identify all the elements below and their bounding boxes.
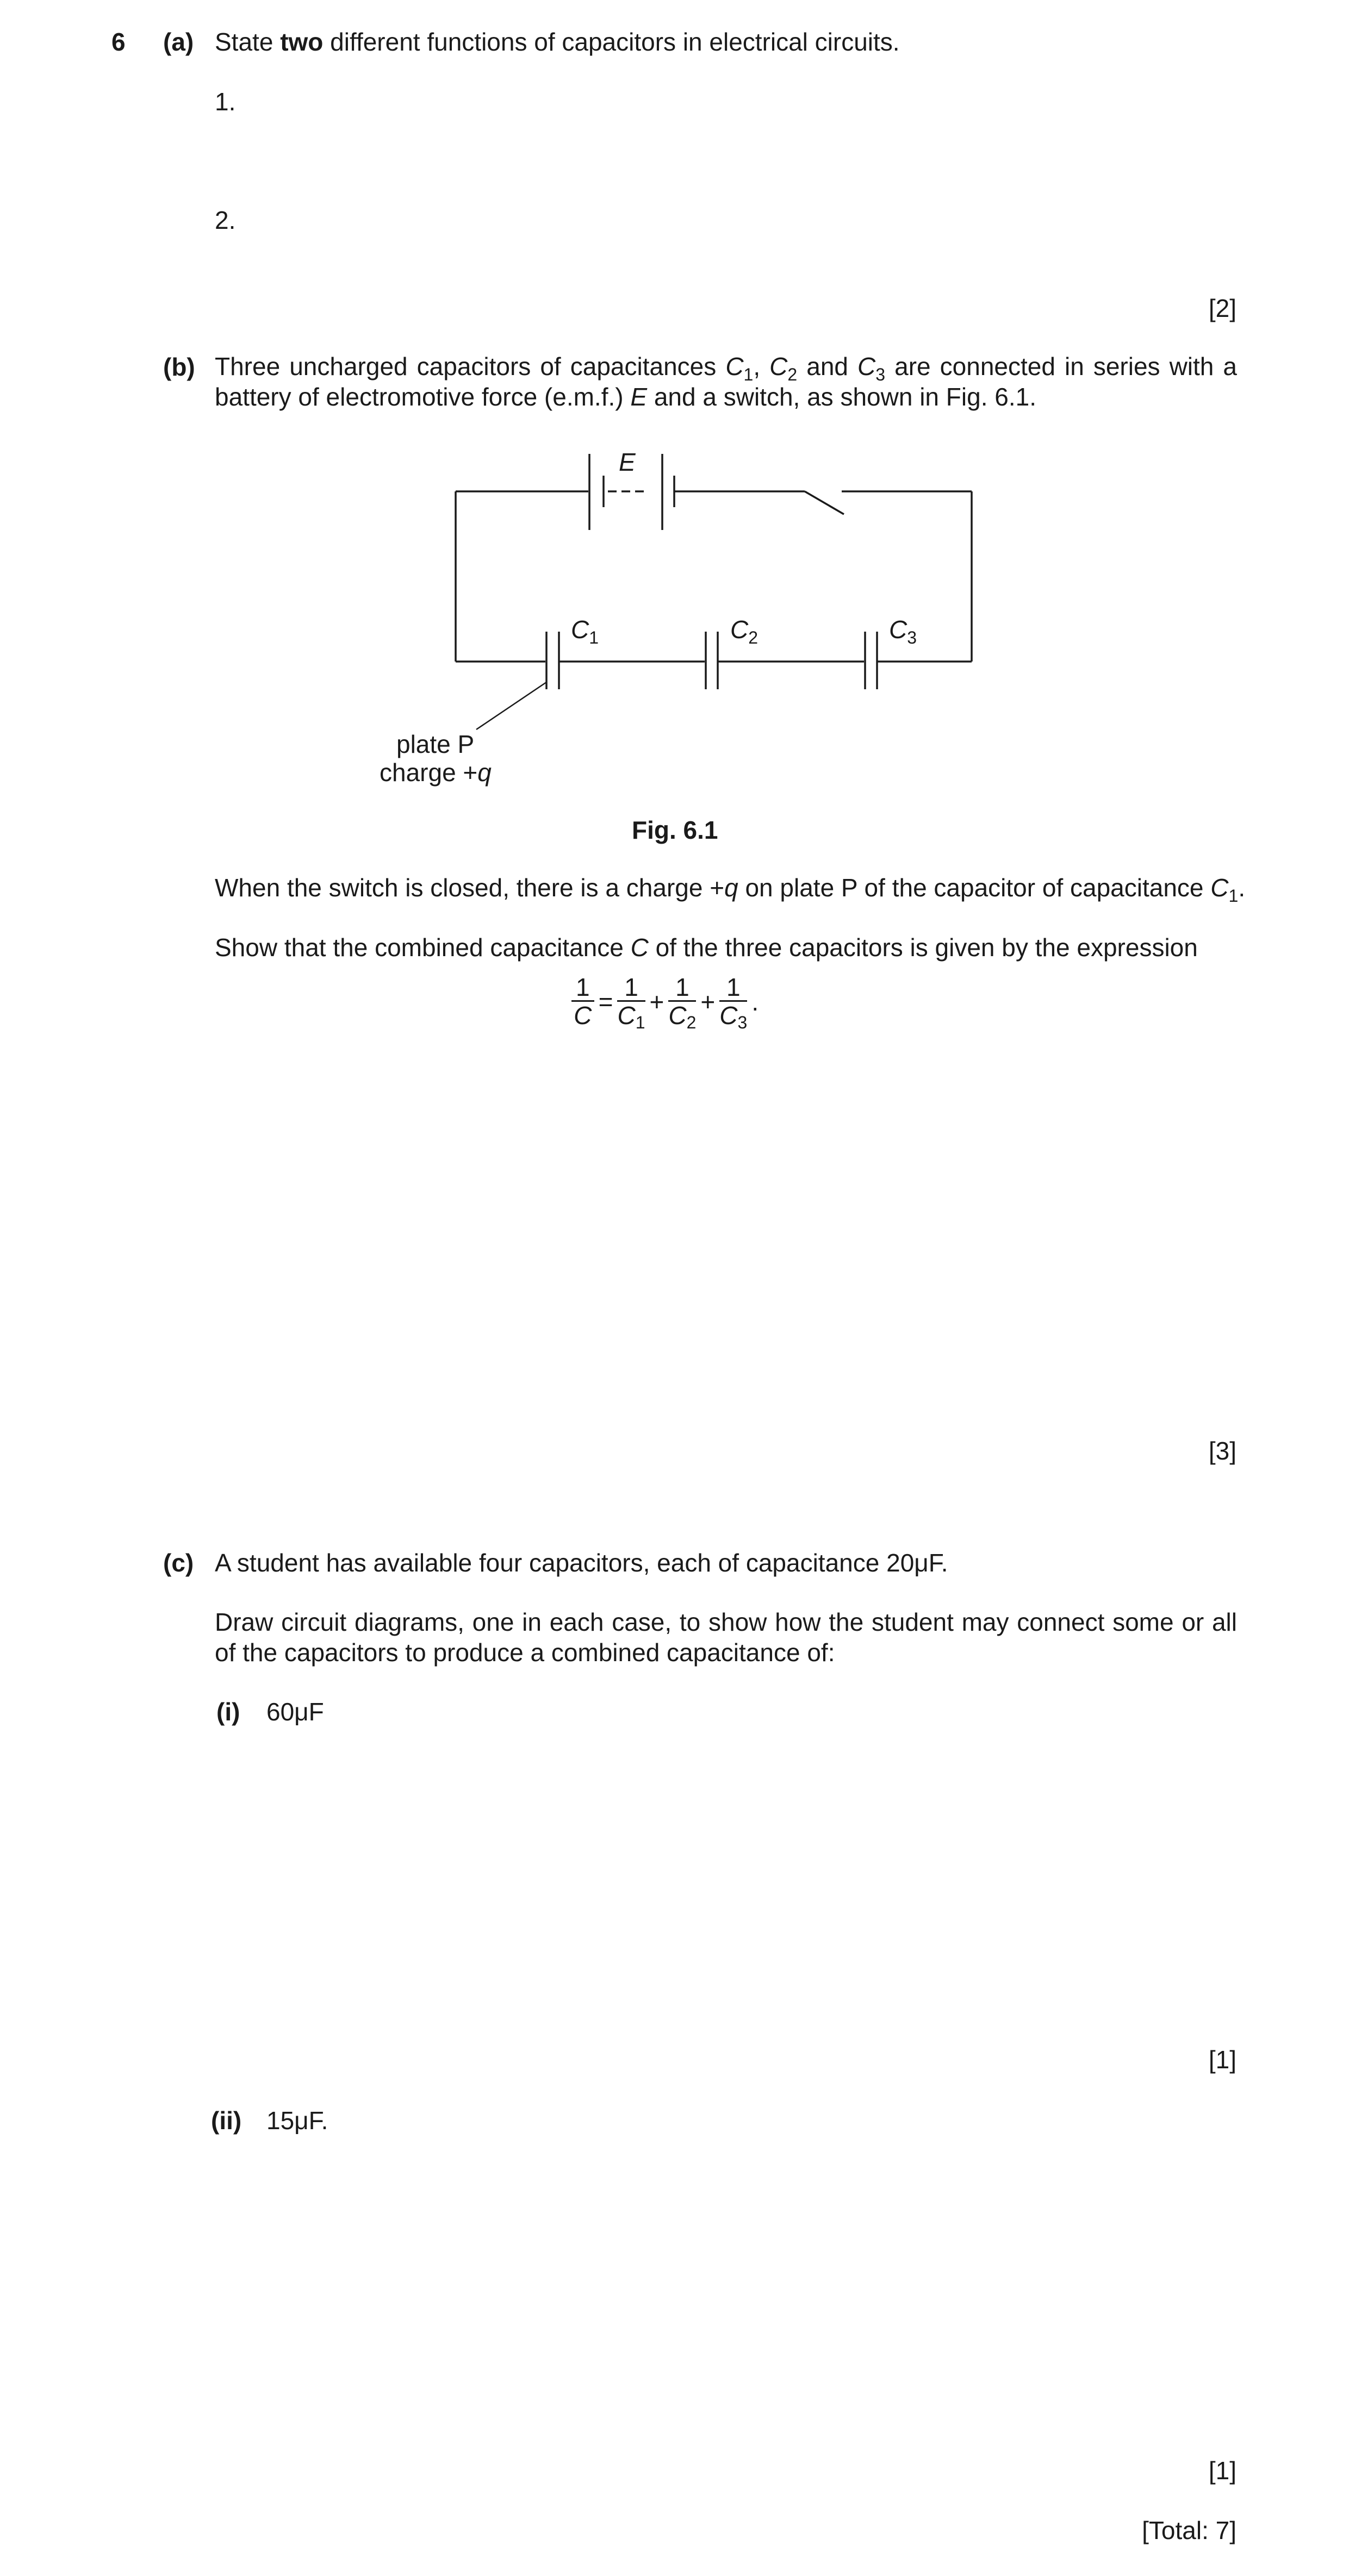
circuit-diagram xyxy=(0,0,1349,815)
part-c-i-label: (i) xyxy=(216,1698,240,1726)
part-a-label: (a) xyxy=(163,28,194,56)
part-b-intro: Three uncharged capacitors of capacitances $C_1$, $C_2$ and $C_3$ are connected in series with a battery of electromotive force (e.m.f.) E and a switch, as shown in Fig. 6.1. xyxy=(215,352,1238,411)
part-c-i-value: 60μF xyxy=(266,1698,324,1726)
label-charge: charge +q xyxy=(380,758,492,787)
figure-caption: Fig. 6.1 xyxy=(632,816,718,844)
part-a-stem: State two different functions of capacitors in electrical circuits. xyxy=(215,28,900,56)
question-total: [Total: 7] xyxy=(1142,2516,1236,2544)
part-c-ii-label: (ii) xyxy=(211,2106,242,2135)
part-c-i-drawing-space[interactable] xyxy=(215,1739,1237,2028)
label-C2: $C_2$ xyxy=(730,615,759,647)
answer-line-2-number: 2. xyxy=(215,206,236,234)
part-b-working-space[interactable] xyxy=(215,1055,1237,1424)
part-c-i-marks: [1] xyxy=(1208,2045,1236,2074)
part-c-ii-drawing-space[interactable] xyxy=(215,2147,1237,2430)
show-that-text: Show that the combined capacitance C of the three capacitors is given by the expression xyxy=(215,933,1198,962)
part-b-marks: [3] xyxy=(1208,1437,1236,1465)
part-c-intro: A student has available four capacitors, each of capacitance 20μF. xyxy=(215,1549,948,1577)
question-number: 6 xyxy=(111,28,126,56)
label-C1: $C_1$ xyxy=(571,615,599,647)
part-c-ii-value: 15μF. xyxy=(266,2106,328,2135)
series-capacitance-formula: $\frac{1}{C}$ = $\frac{1}{C_1}$ + $\frac{1}{C_2}$ + $\frac{1}{C_3}$ . xyxy=(568,974,760,1029)
label-plate-p: plate P xyxy=(396,730,475,758)
part-c-draw-instructions: Draw circuit diagrams, one in each case, to show how the student may connect some or all of the capacitors to produce a combined capacitance of: xyxy=(215,1608,1237,1667)
part-c-label: (c) xyxy=(163,1549,194,1577)
label-C3: $C_3$ xyxy=(889,615,917,647)
part-a-marks: [2] xyxy=(1208,294,1236,322)
formula-term-3: $\frac{1}{C_3}$ xyxy=(719,973,748,1032)
plate-p-leader xyxy=(476,682,546,729)
switch-blade xyxy=(805,491,844,514)
label-E: E xyxy=(619,448,636,476)
formula-term-2: $\frac{1}{C_2}$ xyxy=(668,973,697,1032)
formula-term-1: $\frac{1}{C_1}$ xyxy=(617,973,645,1032)
part-b-label: (b) xyxy=(163,353,195,381)
formula-lhs: $\frac{1}{C}$ xyxy=(571,974,594,1029)
switch-closed-text: When the switch is closed, there is a charge +q on plate P of the capacitor of capacitance $C_1$. xyxy=(215,874,1246,906)
answer-line-1-number: 1. xyxy=(215,88,236,116)
part-c-ii-marks: [1] xyxy=(1208,2456,1236,2485)
